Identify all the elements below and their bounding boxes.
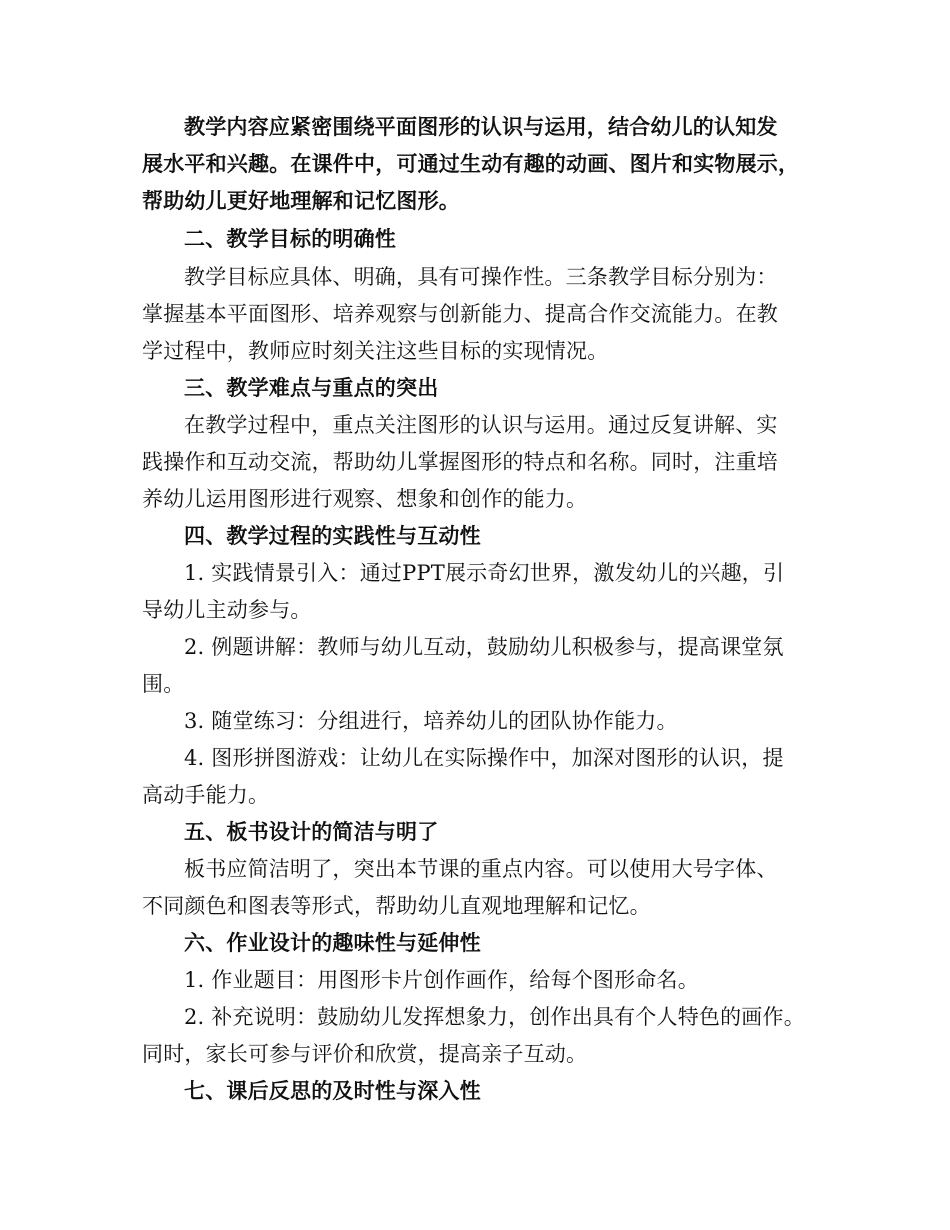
section-3-paragraph-line-2: 践操作和互动交流，帮助幼儿掌握图形的特点和名称。同时，注重培 — [142, 450, 778, 474]
list-item-1-line-2: 导幼儿主动参与。 — [142, 598, 312, 622]
section-heading-4: 四、教学过程的实践性与互动性 — [184, 523, 481, 548]
list-item-1-line-1: 1. 实践情景引入：通过PPT展示奇幻世界，激发幼儿的兴趣，引 — [184, 561, 785, 585]
homework-item-1: 1. 作业题目：用图形卡片创作画作，给每个图形命名。 — [184, 968, 699, 992]
list-item-4-line-2: 高动手能力。 — [142, 783, 270, 807]
intro-paragraph-line-2: 展水平和兴趣。在课件中，可通过生动有趣的动画、图片和实物展示， — [142, 151, 800, 176]
section-heading-7: 七、课后反思的及时性与深入性 — [184, 1078, 481, 1103]
section-5-paragraph-line-2: 不同颜色和图表等形式，帮助幼儿直观地理解和记忆。 — [142, 894, 651, 918]
list-item-2-line-1: 2. 例题讲解：教师与幼儿互动，鼓励幼儿积极参与，提高课堂氛 — [184, 635, 784, 659]
section-2-paragraph-line-2: 掌握基本平面图形、培养观察与创新能力、提高合作交流能力。在教 — [142, 302, 778, 326]
section-3-paragraph-line-1: 在教学过程中，重点关注图形的认识与运用。通过反复讲解、实 — [184, 413, 778, 437]
section-heading-2: 二、教学目标的明确性 — [184, 226, 396, 251]
intro-paragraph-line-3: 帮助幼儿更好地理解和记忆图形。 — [142, 188, 460, 213]
list-item-4-line-1: 4. 图形拼图游戏：让幼儿在实际操作中，加深对图形的认识，提 — [184, 746, 784, 770]
homework-item-2-line-2: 同时，家长可参与评价和欣赏，提高亲子互动。 — [142, 1042, 588, 1066]
section-3-paragraph-line-3: 养幼儿运用图形进行观察、想象和创作的能力。 — [142, 487, 588, 511]
homework-item-2-line-1: 2. 补充说明：鼓励幼儿发挥想象力，创作出具有个人特色的画作。 — [184, 1005, 805, 1029]
intro-paragraph-line-1: 教学内容应紧密围绕平面图形的认识与运用，结合幼儿的认知发 — [184, 114, 778, 139]
list-item-2-line-2: 围。 — [142, 672, 185, 696]
section-heading-3: 三、教学难点与重点的突出 — [184, 375, 439, 400]
section-2-paragraph-line-3: 学过程中，教师应时刻关注这些目标的实现情况。 — [142, 339, 609, 363]
section-heading-6: 六、作业设计的趣味性与延伸性 — [184, 930, 481, 955]
section-2-paragraph-line-1: 教学目标应具体、明确，具有可操作性。三条教学目标分别为： — [184, 265, 778, 289]
list-item-3: 3. 随堂练习：分组进行，培养幼儿的团队协作能力。 — [184, 709, 678, 733]
section-heading-5: 五、板书设计的简洁与明了 — [184, 819, 439, 844]
section-5-paragraph-line-1: 板书应简洁明了，突出本节课的重点内容。可以使用大号字体、 — [184, 857, 778, 881]
